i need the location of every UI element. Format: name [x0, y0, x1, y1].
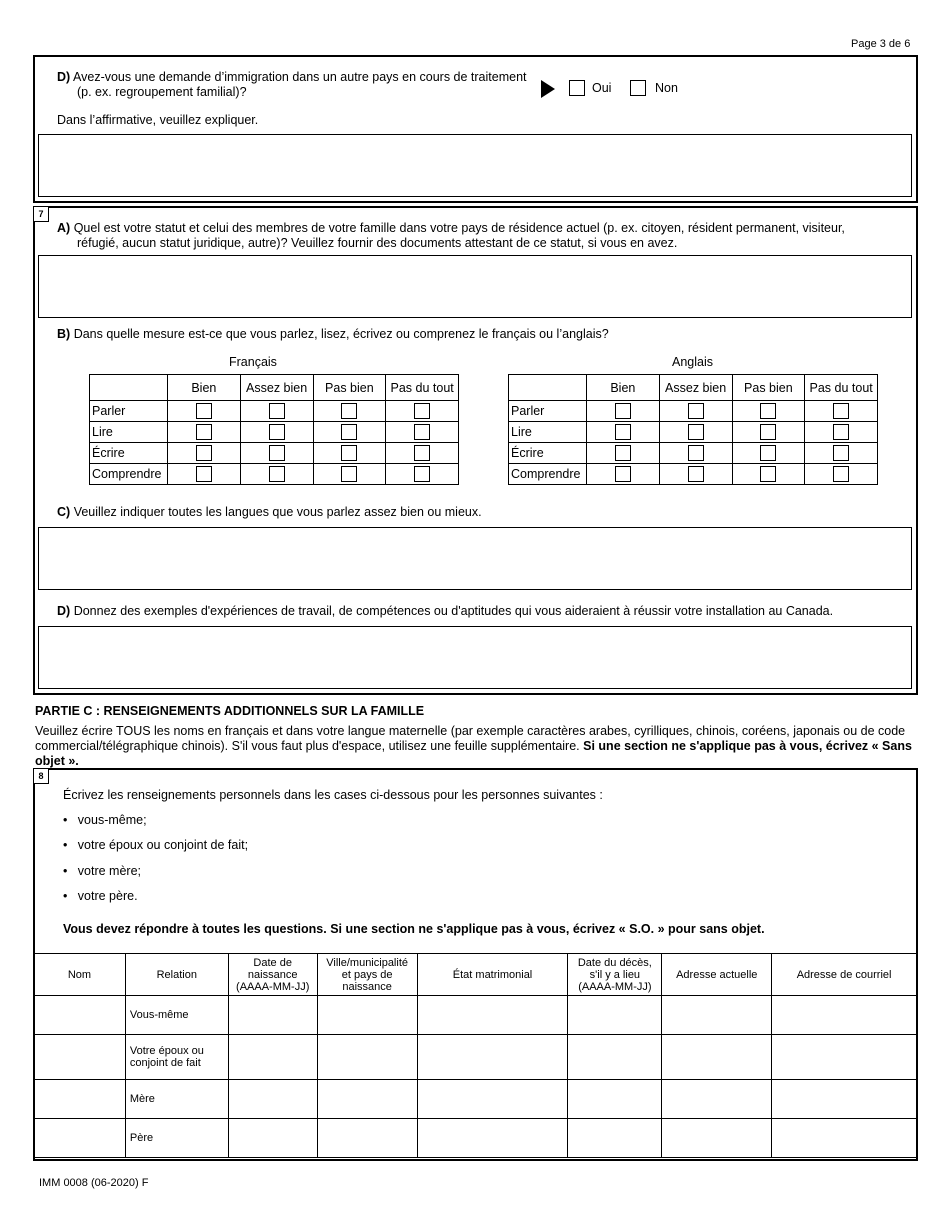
table-cell	[805, 401, 878, 422]
french-level-checkbox[interactable]	[414, 424, 430, 440]
table-cell	[386, 401, 459, 422]
page-number: Page 3 de 6	[851, 38, 911, 50]
q7a-line2: réfugié, aucun statut juridique, autre)? Veuillez fournir des documents attestant de ce statut, si vous en avez.	[77, 236, 678, 250]
table-cell	[240, 464, 313, 485]
arrow-right-icon	[541, 80, 555, 98]
family-input-cell[interactable]	[228, 996, 317, 1035]
table-cell	[805, 443, 878, 464]
row-label: Comprendre	[509, 464, 587, 485]
family-input-cell[interactable]	[228, 1035, 317, 1080]
q7d-field[interactable]	[38, 626, 912, 689]
q6d-label: D)	[57, 70, 71, 84]
row-label: Comprendre	[90, 464, 168, 485]
partie-c-intro-line3-wrap	[35, 754, 925, 769]
family-input-cell[interactable]	[417, 1119, 568, 1158]
table-cell	[586, 443, 659, 464]
q6d-no-checkbox[interactable]	[630, 80, 646, 96]
french-level-checkbox[interactable]	[414, 403, 430, 419]
column-header: Pas bien	[732, 375, 805, 401]
table-cell	[732, 443, 805, 464]
q7b-question	[57, 327, 609, 341]
table-cell	[167, 464, 240, 485]
french-level-checkbox[interactable]	[341, 466, 357, 482]
french-level-checkbox[interactable]	[341, 445, 357, 461]
q6d-question	[57, 70, 527, 84]
french-level-checkbox[interactable]	[196, 424, 212, 440]
q7a-question	[57, 221, 845, 235]
section-7-number: 7	[33, 206, 49, 222]
french-level-checkbox[interactable]	[196, 403, 212, 419]
relation-cell: Père	[125, 1119, 228, 1158]
french-level-checkbox[interactable]	[341, 424, 357, 440]
english-level-checkbox[interactable]	[833, 445, 849, 461]
q7b-label: B)	[57, 327, 71, 341]
family-input-cell[interactable]	[662, 1080, 772, 1119]
english-level-checkbox[interactable]	[615, 424, 631, 440]
q7d-text: Donnez des exemples d'expériences de travail, de compétences ou d'aptitudes qui vous aideraient à réussir votre installation au Canada.	[73, 604, 834, 618]
bullet-text: votre mère;	[77, 864, 142, 878]
english-level-checkbox[interactable]	[760, 466, 776, 482]
q6d-yes-checkbox[interactable]	[569, 80, 585, 96]
table-cell	[659, 464, 732, 485]
english-level-checkbox[interactable]	[833, 403, 849, 419]
column-header: Assez bien	[659, 375, 732, 401]
column-header: Ville/municipalité et pays de naissance	[317, 954, 417, 996]
english-level-checkbox[interactable]	[833, 424, 849, 440]
english-level-checkbox[interactable]	[760, 403, 776, 419]
family-input-cell[interactable]	[317, 1080, 417, 1119]
english-level-checkbox[interactable]	[615, 403, 631, 419]
partie-c-intro-bold2: Si une section ne s'applique pas à vous, écrivez « Sans	[583, 739, 912, 753]
row-label: Écrire	[509, 443, 587, 464]
family-input-cell[interactable]	[34, 996, 126, 1035]
table-corner-cell	[90, 375, 168, 401]
family-input-cell[interactable]	[34, 1035, 126, 1080]
bullet-text: votre père.	[77, 889, 138, 903]
french-level-checkbox[interactable]	[269, 403, 285, 419]
column-header: Pas du tout	[805, 375, 878, 401]
row-label: Écrire	[90, 443, 168, 464]
section-8-instruction: Vous devez répondre à toutes les questions. Si une section ne s'applique pas à vous, écrivez « S.O. » pour sans objet.	[63, 922, 765, 936]
partie-c-title: PARTIE C : RENSEIGNEMENTS ADDITIONNELS SUR LA FAMILLE	[35, 704, 425, 718]
table-cell	[313, 443, 386, 464]
column-header: Nom	[34, 954, 126, 996]
family-input-cell[interactable]	[228, 1119, 317, 1158]
table-cell	[805, 422, 878, 443]
q7c-field[interactable]	[38, 527, 912, 590]
table-cell	[167, 443, 240, 464]
q7a-label: A)	[57, 221, 71, 235]
partie-c-intro-bold3: objet ».	[35, 754, 79, 768]
family-table	[33, 953, 917, 1158]
french-level-checkbox[interactable]	[196, 445, 212, 461]
column-header: Assez bien	[240, 375, 313, 401]
q7d-label: D)	[57, 604, 71, 618]
table-cell	[313, 401, 386, 422]
q7d-question	[57, 604, 833, 618]
column-header: Adresse actuelle	[662, 954, 772, 996]
english-level-checkbox[interactable]	[760, 445, 776, 461]
table-cell	[586, 401, 659, 422]
english-level-checkbox[interactable]	[688, 445, 704, 461]
section-8-intro: Écrivez les renseignements personnels dans les cases ci-dessous pour les personnes suivantes :	[63, 788, 603, 802]
family-input-cell[interactable]	[417, 996, 568, 1035]
table-cell	[386, 422, 459, 443]
column-header: Pas du tout	[386, 375, 459, 401]
english-level-checkbox[interactable]	[760, 424, 776, 440]
column-header: Date de naissance (AAAA-MM-JJ)	[228, 954, 317, 996]
family-input-cell[interactable]	[568, 996, 662, 1035]
row-label: Lire	[90, 422, 168, 443]
english-language-table	[508, 374, 878, 485]
table-cell	[586, 422, 659, 443]
table-cell	[240, 401, 313, 422]
family-input-cell[interactable]	[417, 1080, 568, 1119]
family-input-cell[interactable]	[317, 996, 417, 1035]
q6d-no-label: Non	[655, 81, 678, 95]
table-cell	[313, 464, 386, 485]
french-level-checkbox[interactable]	[341, 403, 357, 419]
family-input-cell[interactable]	[568, 1119, 662, 1158]
row-label: Lire	[509, 422, 587, 443]
table-cell	[167, 401, 240, 422]
bullet-text: votre époux ou conjoint de fait;	[77, 838, 249, 852]
family-input-cell[interactable]	[772, 1035, 917, 1080]
family-input-cell[interactable]	[228, 1080, 317, 1119]
q7a-field[interactable]	[38, 255, 912, 318]
french-level-checkbox[interactable]	[414, 466, 430, 482]
relation-cell: Mère	[125, 1080, 228, 1119]
q7b-text: Dans quelle mesure est-ce que vous parlez, lisez, écrivez ou comprenez le français ou l’anglais?	[73, 327, 609, 341]
q6d-line1: Avez-vous une demande d’immigration dans un autre pays en cours de traitement	[73, 70, 527, 84]
table-cell	[240, 443, 313, 464]
relation-cell: Vous-même	[125, 996, 228, 1035]
column-header: Bien	[167, 375, 240, 401]
english-level-checkbox[interactable]	[833, 466, 849, 482]
english-level-checkbox[interactable]	[688, 466, 704, 482]
family-input-cell[interactable]	[568, 1080, 662, 1119]
bullet-item: • votre époux ou conjoint de fait;	[63, 838, 249, 852]
table-cell	[659, 422, 732, 443]
column-header: Adresse de courriel	[772, 954, 917, 996]
french-level-checkbox[interactable]	[269, 445, 285, 461]
column-header: Pas bien	[313, 375, 386, 401]
english-level-checkbox[interactable]	[688, 424, 704, 440]
english-level-checkbox[interactable]	[615, 466, 631, 482]
english-level-checkbox[interactable]	[615, 445, 631, 461]
table-cell	[240, 422, 313, 443]
french-table-title: Français	[229, 355, 277, 369]
column-header: Date du décès, s'il y a lieu (AAAA-MM-JJ)	[568, 954, 662, 996]
bullet-text: vous-même;	[77, 813, 147, 827]
table-cell	[167, 422, 240, 443]
family-input-cell[interactable]	[317, 1119, 417, 1158]
q7c-question	[57, 505, 482, 519]
table-cell	[386, 464, 459, 485]
french-level-checkbox[interactable]	[269, 424, 285, 440]
column-header: État matrimonial	[417, 954, 568, 996]
table-cell	[732, 401, 805, 422]
table-cell	[386, 443, 459, 464]
family-input-cell[interactable]	[662, 1035, 772, 1080]
bullet-item: • votre mère;	[63, 864, 142, 878]
family-input-cell[interactable]	[34, 1119, 126, 1158]
row-label: Parler	[90, 401, 168, 422]
french-language-table	[89, 374, 459, 485]
column-header: Relation	[125, 954, 228, 996]
q7a-line1: Quel est votre statut et celui des membres de votre famille dans votre pays de résidence actuel (p. ex. citoyen, résident permanent, visiteur,	[73, 221, 845, 235]
table-cell	[586, 464, 659, 485]
partie-c-intro-line2-wrap	[35, 739, 925, 754]
english-table-title: Anglais	[672, 355, 713, 369]
relation-cell: Votre époux ou conjoint de fait	[125, 1035, 228, 1080]
table-cell	[313, 422, 386, 443]
partie-c-intro	[35, 724, 925, 769]
section-8-number: 8	[33, 768, 49, 784]
partie-c-intro-line1: Veuillez écrire TOUS les noms en français et dans votre langue maternelle (par exemple caractères arabes, cyrilliques, chinois, coréens, japonais ou de code	[35, 724, 906, 738]
table-cell	[805, 464, 878, 485]
french-level-checkbox[interactable]	[414, 445, 430, 461]
family-input-cell[interactable]	[772, 1080, 917, 1119]
q6d-yes-label: Oui	[592, 81, 612, 95]
table-cell	[732, 422, 805, 443]
bullet-item: • vous-même;	[63, 813, 147, 827]
q6d-explain-label: Dans l’affirmative, veuillez expliquer.	[57, 113, 259, 127]
bullet-item: • votre père.	[63, 889, 138, 903]
table-cell	[732, 464, 805, 485]
english-level-checkbox[interactable]	[688, 403, 704, 419]
family-input-cell[interactable]	[772, 1119, 917, 1158]
family-input-cell[interactable]	[568, 1035, 662, 1080]
q6d-explain-field[interactable]	[38, 134, 912, 197]
family-input-cell[interactable]	[317, 1035, 417, 1080]
q7c-text: Veuillez indiquer toutes les langues que vous parlez assez bien ou mieux.	[73, 505, 482, 519]
q7c-label: C)	[57, 505, 71, 519]
family-input-cell[interactable]	[34, 1080, 126, 1119]
table-cell	[659, 401, 732, 422]
family-input-cell[interactable]	[772, 996, 917, 1035]
partie-c-intro-line2: commercial/télégraphique chinois). S'il vous faut plus d'espace, utilisez une feuille supplémentaire.	[35, 739, 580, 753]
column-header: Bien	[586, 375, 659, 401]
q6d-line2: (p. ex. regroupement familial)?	[77, 85, 247, 99]
family-input-cell[interactable]	[662, 1119, 772, 1158]
family-input-cell[interactable]	[662, 996, 772, 1035]
form-footer: IMM 0008 (06-2020) F	[39, 1177, 149, 1189]
french-level-checkbox[interactable]	[196, 466, 212, 482]
table-corner-cell	[509, 375, 587, 401]
row-label: Parler	[509, 401, 587, 422]
family-input-cell[interactable]	[417, 1035, 568, 1080]
table-cell	[659, 443, 732, 464]
french-level-checkbox[interactable]	[269, 466, 285, 482]
